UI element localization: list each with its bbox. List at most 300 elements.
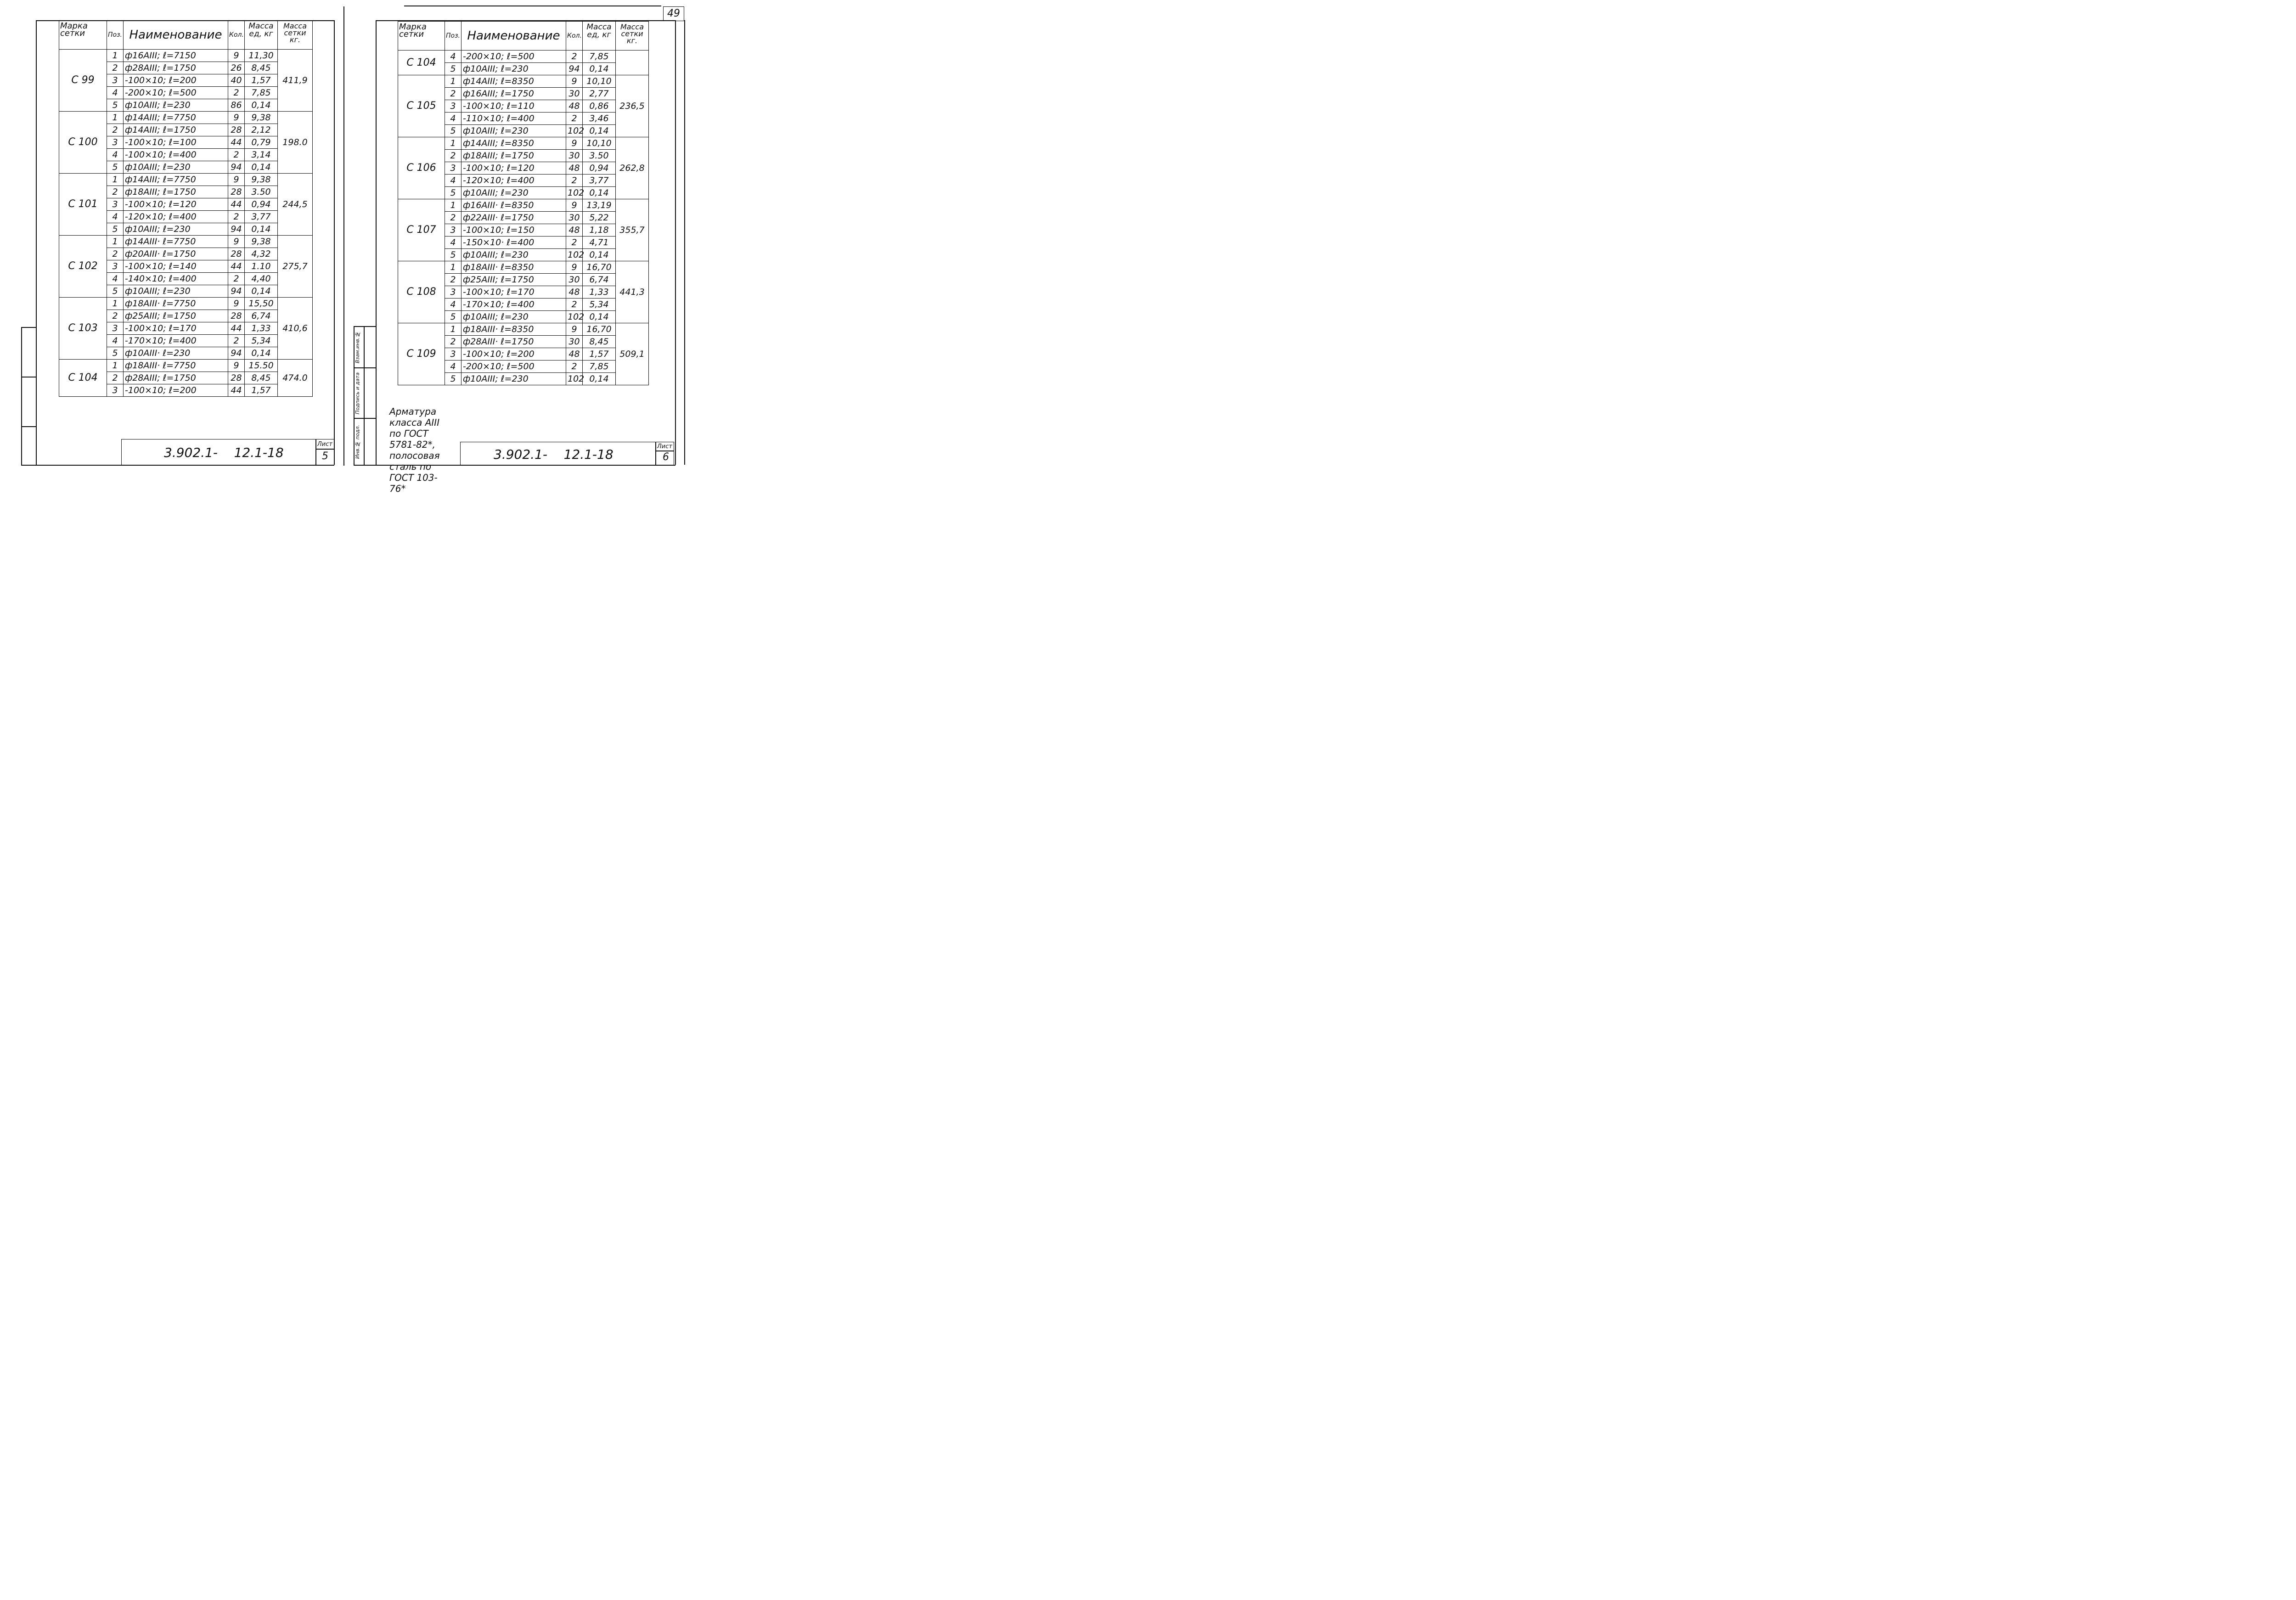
item-name: ф10АIII; ℓ=230 [461, 249, 566, 261]
unit-mass: 0,14 [245, 223, 278, 236]
position-number: 1 [107, 174, 124, 186]
item-name: ф14АIII; ℓ=8350 [461, 75, 566, 88]
quantity: 48 [566, 100, 583, 113]
unit-mass: 6,74 [245, 310, 278, 322]
unit-mass: 0,86 [583, 100, 616, 113]
quantity: 30 [566, 88, 583, 100]
unit-mass: 0,14 [583, 373, 616, 385]
item-name: ф22АIII· ℓ=1750 [461, 212, 566, 224]
item-name: -200×10; ℓ=500 [461, 51, 566, 63]
unit-mass: 0,14 [583, 249, 616, 261]
position-number: 3 [107, 384, 124, 397]
mesh-mark: С 99 [59, 50, 107, 112]
quantity: 40 [228, 74, 245, 87]
item-name: ф14АIII; ℓ=7750 [124, 174, 228, 186]
quantity: 2 [228, 335, 245, 347]
steel-note [389, 406, 440, 494]
mesh-total-mass: 410,6 [278, 298, 313, 360]
unit-mass: 1,33 [583, 286, 616, 299]
item-name: ф16АIII; ℓ=1750 [461, 88, 566, 100]
unit-mass: 1.10 [245, 260, 278, 273]
quantity: 94 [228, 161, 245, 174]
mesh-total-mass: 509,1 [616, 323, 649, 385]
mesh-total-mass: 244,5 [278, 174, 313, 236]
item-name: -120×10; ℓ=400 [124, 211, 228, 223]
quantity: 2 [566, 361, 583, 373]
position-number: 1 [107, 112, 124, 124]
quantity: 9 [228, 174, 245, 186]
col-header-mark: Марка сетки [59, 21, 107, 50]
position-number: 1 [107, 50, 124, 62]
table-row [398, 323, 649, 336]
left-table-body [59, 50, 313, 397]
col-header-pos: Поз. [445, 22, 461, 51]
quantity: 44 [228, 260, 245, 273]
item-name: ф10АIII; ℓ=230 [124, 99, 228, 112]
item-name: ф18АIII· ℓ=7750 [124, 298, 228, 310]
col-header-qty: Кол. [228, 21, 245, 50]
item-name: ф28АIII· ℓ=1750 [461, 336, 566, 348]
position-number: 3 [445, 348, 461, 361]
unit-mass: 3.50 [245, 186, 278, 198]
left-binding-line [21, 327, 36, 328]
unit-mass: 0,14 [245, 161, 278, 174]
mesh-total-mass: 198.0 [278, 112, 313, 174]
quantity: 44 [228, 384, 245, 397]
item-name: -200×10; ℓ=500 [461, 361, 566, 373]
position-number: 5 [445, 63, 461, 75]
position-number: 5 [107, 285, 124, 298]
quantity: 44 [228, 136, 245, 149]
quantity: 30 [566, 274, 583, 286]
item-name: -100×10; ℓ=400 [124, 149, 228, 161]
note-line-rebar: Арматура класса АIII по ГОСТ 5781-82*, [389, 406, 440, 450]
sheet-label: Лист [317, 441, 332, 448]
item-name: -100×10; ℓ=120 [124, 198, 228, 211]
mesh-total-mass: 262,8 [616, 137, 649, 199]
quantity: 94 [228, 347, 245, 360]
mesh-mark: С 105 [398, 75, 445, 137]
item-name: -100×10; ℓ=200 [124, 74, 228, 87]
col-header-mark: Марка сетки [398, 22, 445, 51]
unit-mass: 7,85 [245, 87, 278, 99]
quantity: 28 [228, 248, 245, 260]
unit-mass: 9,38 [245, 174, 278, 186]
unit-mass: 4,71 [583, 237, 616, 249]
item-name: ф16АIII; ℓ=7150 [124, 50, 228, 62]
side-label-signature: Подпись и дата [355, 372, 360, 414]
document-code: 3.902.1- 12.1-18 [494, 447, 613, 462]
unit-mass: 7,85 [583, 51, 616, 63]
unit-mass: 10,10 [583, 137, 616, 150]
side-label-inventory: Инв.№ подл. [355, 425, 360, 459]
mesh-mark: С 106 [398, 137, 445, 199]
quantity: 2 [228, 87, 245, 99]
position-number: 3 [445, 224, 461, 237]
unit-mass: 6,74 [583, 274, 616, 286]
mesh-total-mass: 236,5 [616, 75, 649, 137]
unit-mass: 5,22 [583, 212, 616, 224]
quantity: 9 [566, 199, 583, 212]
item-name: ф10АIII; ℓ=230 [461, 311, 566, 323]
position-number: 2 [445, 88, 461, 100]
item-name: ф25АIII; ℓ=1750 [461, 274, 566, 286]
position-number: 5 [445, 249, 461, 261]
unit-mass: 3,14 [245, 149, 278, 161]
position-number: 1 [445, 261, 461, 274]
quantity: 94 [566, 63, 583, 75]
position-number: 2 [107, 186, 124, 198]
quantity: 2 [566, 299, 583, 311]
unit-mass: 0,79 [245, 136, 278, 149]
item-name: ф18АIII; ℓ=1750 [461, 150, 566, 162]
item-name: ф14АIII; ℓ=7750 [124, 112, 228, 124]
quantity: 9 [228, 50, 245, 62]
table-row [59, 298, 313, 310]
quantity: 2 [228, 149, 245, 161]
item-name: -140×10; ℓ=400 [124, 273, 228, 285]
item-name: ф28АIII; ℓ=1750 [124, 372, 228, 384]
right-frame-line [675, 20, 676, 465]
unit-mass: 13,19 [583, 199, 616, 212]
item-name: -100×10; ℓ=150 [461, 224, 566, 237]
position-number: 4 [445, 237, 461, 249]
item-name: ф14АIII; ℓ=8350 [461, 137, 566, 150]
table-row [398, 75, 649, 88]
quantity: 28 [228, 372, 245, 384]
right-binding-line [364, 326, 365, 465]
position-number: 3 [107, 74, 124, 87]
side-label-replacement: Взам.инв.№ [355, 331, 360, 363]
position-number: 4 [445, 51, 461, 63]
quantity: 9 [228, 112, 245, 124]
position-number: 2 [445, 150, 461, 162]
item-name: ф20АIII· ℓ=1750 [124, 248, 228, 260]
position-number: 5 [445, 311, 461, 323]
col-header-pos: Поз. [107, 21, 124, 50]
unit-mass: 10,10 [583, 75, 616, 88]
table-row [59, 112, 313, 124]
quantity: 48 [566, 162, 583, 175]
unit-mass: 11,30 [245, 50, 278, 62]
item-name: -100×10; ℓ=140 [124, 260, 228, 273]
item-name: -100×10; ℓ=110 [461, 100, 566, 113]
unit-mass: 1,57 [245, 384, 278, 397]
unit-mass: 0,94 [583, 162, 616, 175]
unit-mass: 3,46 [583, 113, 616, 125]
position-number: 4 [107, 87, 124, 99]
item-name: -100×10; ℓ=200 [461, 348, 566, 361]
col-header-mass-unit: Масса ед, кг [245, 21, 278, 50]
mesh-total-mass: 441,3 [616, 261, 649, 323]
item-name: -170×10; ℓ=400 [124, 335, 228, 347]
table-row [398, 261, 649, 274]
item-name: ф25АIII; ℓ=1750 [124, 310, 228, 322]
table-row [398, 51, 649, 63]
stamp-divider [315, 449, 334, 450]
center-divider [343, 6, 344, 466]
right-edge-line [684, 20, 685, 465]
mesh-mark: С 104 [398, 51, 445, 75]
position-number: 3 [107, 322, 124, 335]
position-number: 4 [107, 273, 124, 285]
position-number: 2 [445, 336, 461, 348]
unit-mass: 3,77 [583, 175, 616, 187]
unit-mass: 0,14 [245, 99, 278, 112]
unit-mass: 9,38 [245, 112, 278, 124]
quantity: 2 [228, 273, 245, 285]
right-binding-line [354, 418, 376, 419]
position-number: 2 [107, 62, 124, 74]
item-name: ф18АIII· ℓ=7750 [124, 360, 228, 372]
item-name: ф14АIII; ℓ=1750 [124, 124, 228, 136]
position-number: 3 [445, 286, 461, 299]
col-header-name: Наименование [124, 21, 228, 50]
left-binding-line [21, 426, 36, 427]
unit-mass: 0,14 [583, 311, 616, 323]
unit-mass: 16,70 [583, 323, 616, 336]
mesh-mark: С 101 [59, 174, 107, 236]
right-table-body [398, 51, 649, 385]
position-number: 3 [107, 260, 124, 273]
quantity: 9 [566, 75, 583, 88]
unit-mass: 8,45 [245, 62, 278, 74]
position-number: 1 [445, 137, 461, 150]
item-name: ф10АIII; ℓ=230 [461, 373, 566, 385]
table-row [59, 360, 313, 372]
position-number: 4 [107, 211, 124, 223]
position-number: 4 [107, 149, 124, 161]
quantity: 94 [228, 285, 245, 298]
right-binding-line [354, 326, 376, 327]
position-number: 5 [107, 347, 124, 360]
quantity: 9 [566, 261, 583, 274]
mesh-mark: С 108 [398, 261, 445, 323]
document-code: 3.902.1- 12.1-18 [164, 445, 284, 460]
unit-mass: 3.50 [583, 150, 616, 162]
unit-mass: 0,14 [583, 63, 616, 75]
right-frame-line [376, 20, 377, 465]
quantity: 2 [566, 51, 583, 63]
item-name: ф10АIII; ℓ=230 [124, 223, 228, 236]
note-line-strip-steel: полосовая сталь по ГОСТ 103-76* [389, 450, 440, 494]
left-title-block [121, 439, 334, 465]
quantity: 2 [566, 113, 583, 125]
item-name: -150×10· ℓ=400 [461, 237, 566, 249]
unit-mass: 2,77 [583, 88, 616, 100]
item-name: ф10АIII· ℓ=230 [124, 347, 228, 360]
item-name: -100×10; ℓ=120 [461, 162, 566, 175]
quantity: 9 [566, 323, 583, 336]
unit-mass: 1,57 [245, 74, 278, 87]
unit-mass: 5,34 [583, 299, 616, 311]
stamp-divider [315, 439, 316, 465]
unit-mass: 4,32 [245, 248, 278, 260]
unit-mass: 0,94 [245, 198, 278, 211]
mesh-mark: С 107 [398, 199, 445, 261]
position-number: 1 [445, 199, 461, 212]
item-name: ф10АIII; ℓ=230 [461, 125, 566, 137]
unit-mass: 0,14 [245, 285, 278, 298]
quantity: 28 [228, 186, 245, 198]
quantity: 102 [566, 249, 583, 261]
unit-mass: 8,45 [583, 336, 616, 348]
left-frame-line [36, 20, 37, 465]
quantity: 9 [228, 360, 245, 372]
quantity: 2 [228, 211, 245, 223]
quantity: 102 [566, 311, 583, 323]
col-header-mass-total: Масса сетки кг. [278, 21, 313, 50]
mesh-total-mass: 474.0 [278, 360, 313, 397]
quantity: 26 [228, 62, 245, 74]
position-number: 5 [107, 223, 124, 236]
unit-mass: 1,57 [583, 348, 616, 361]
item-name: ф10АIII; ℓ=230 [461, 187, 566, 199]
mesh-total-mass: 275,7 [278, 236, 313, 298]
unit-mass: 3,77 [245, 211, 278, 223]
item-name: -100×10; ℓ=100 [124, 136, 228, 149]
mesh-mark: С 102 [59, 236, 107, 298]
unit-mass: 9,38 [245, 236, 278, 248]
quantity: 44 [228, 322, 245, 335]
item-name: -120×10; ℓ=400 [461, 175, 566, 187]
position-number: 1 [107, 236, 124, 248]
unit-mass: 16,70 [583, 261, 616, 274]
quantity: 30 [566, 150, 583, 162]
position-number: 5 [107, 161, 124, 174]
position-number: 4 [445, 175, 461, 187]
position-number: 5 [445, 125, 461, 137]
quantity: 28 [228, 124, 245, 136]
position-number: 2 [107, 124, 124, 136]
position-number: 2 [445, 212, 461, 224]
page-number: 49 [663, 6, 684, 21]
position-number: 2 [107, 372, 124, 384]
table-row [398, 199, 649, 212]
mesh-mark: С 109 [398, 323, 445, 385]
quantity: 2 [566, 175, 583, 187]
item-name: -100×10; ℓ=170 [124, 322, 228, 335]
sheet-label: Лист [657, 443, 672, 450]
item-name: ф18АIII; ℓ=1750 [124, 186, 228, 198]
left-binding-line [21, 327, 22, 465]
position-number: 1 [107, 360, 124, 372]
table-row [59, 174, 313, 186]
position-number: 4 [107, 335, 124, 347]
mesh-mark: С 104 [59, 360, 107, 397]
position-number: 4 [445, 113, 461, 125]
col-header-mass-unit: Масса ед, кг [583, 22, 616, 51]
right-binding-line [354, 367, 376, 368]
unit-mass: 15,50 [245, 298, 278, 310]
quantity: 86 [228, 99, 245, 112]
col-header-name: Наименование [461, 22, 566, 51]
unit-mass: 1,33 [245, 322, 278, 335]
unit-mass: 4,40 [245, 273, 278, 285]
position-number: 1 [107, 298, 124, 310]
item-name: -110×10; ℓ=400 [461, 113, 566, 125]
item-name: ф18АIII· ℓ=8350 [461, 261, 566, 274]
quantity: 9 [566, 137, 583, 150]
unit-mass: 7,85 [583, 361, 616, 373]
item-name: -100×10; ℓ=200 [124, 384, 228, 397]
position-number: 3 [445, 100, 461, 113]
position-number: 5 [445, 373, 461, 385]
quantity: 48 [566, 286, 583, 299]
quantity: 9 [228, 236, 245, 248]
quantity: 48 [566, 224, 583, 237]
item-name: ф14АIII· ℓ=7750 [124, 236, 228, 248]
mesh-total-mass [616, 51, 649, 75]
unit-mass: 0,14 [245, 347, 278, 360]
quantity: 30 [566, 336, 583, 348]
position-number: 1 [445, 323, 461, 336]
unit-mass: 0,14 [583, 187, 616, 199]
quantity: 102 [566, 125, 583, 137]
position-number: 2 [445, 274, 461, 286]
table-row [59, 236, 313, 248]
item-name: -170×10; ℓ=400 [461, 299, 566, 311]
item-name: ф10АIII; ℓ=230 [124, 285, 228, 298]
position-number: 3 [445, 162, 461, 175]
stamp-divider [655, 442, 656, 465]
table-row [59, 50, 313, 62]
left-frame-line [334, 20, 335, 465]
item-name: ф18АIII· ℓ=8350 [461, 323, 566, 336]
unit-mass: 1,18 [583, 224, 616, 237]
quantity: 28 [228, 310, 245, 322]
item-name: -100×10; ℓ=170 [461, 286, 566, 299]
mesh-mark: С 103 [59, 298, 107, 360]
mesh-mark: С 100 [59, 112, 107, 174]
col-header-qty: Кол. [566, 22, 583, 51]
position-number: 1 [445, 75, 461, 88]
unit-mass: 8,45 [245, 372, 278, 384]
unit-mass: 5,34 [245, 335, 278, 347]
position-number: 4 [445, 361, 461, 373]
item-name: ф10АIII; ℓ=230 [124, 161, 228, 174]
unit-mass: 2,12 [245, 124, 278, 136]
position-number: 5 [107, 99, 124, 112]
col-header-mass-total: Масса сетки кг. [616, 22, 649, 51]
table-row [398, 137, 649, 150]
item-name: ф10АIII; ℓ=230 [461, 63, 566, 75]
item-name: -200×10; ℓ=500 [124, 87, 228, 99]
right-spec-table [398, 21, 649, 385]
position-number: 3 [107, 136, 124, 149]
quantity: 94 [228, 223, 245, 236]
quantity: 44 [228, 198, 245, 211]
position-number: 2 [107, 310, 124, 322]
sheet-number: 6 [663, 451, 669, 463]
quantity: 9 [228, 298, 245, 310]
mesh-total-mass: 355,7 [616, 199, 649, 261]
right-title-block [460, 442, 674, 465]
unit-mass: 15.50 [245, 360, 278, 372]
quantity: 102 [566, 373, 583, 385]
item-name: ф16АIII· ℓ=8350 [461, 199, 566, 212]
quantity: 2 [566, 237, 583, 249]
quantity: 102 [566, 187, 583, 199]
sheet-number: 5 [322, 451, 328, 462]
left-spec-table [59, 20, 313, 397]
position-number: 4 [445, 299, 461, 311]
mesh-total-mass: 411,9 [278, 50, 313, 112]
quantity: 30 [566, 212, 583, 224]
unit-mass: 0,14 [583, 125, 616, 137]
item-name: ф28АIII; ℓ=1750 [124, 62, 228, 74]
quantity: 48 [566, 348, 583, 361]
